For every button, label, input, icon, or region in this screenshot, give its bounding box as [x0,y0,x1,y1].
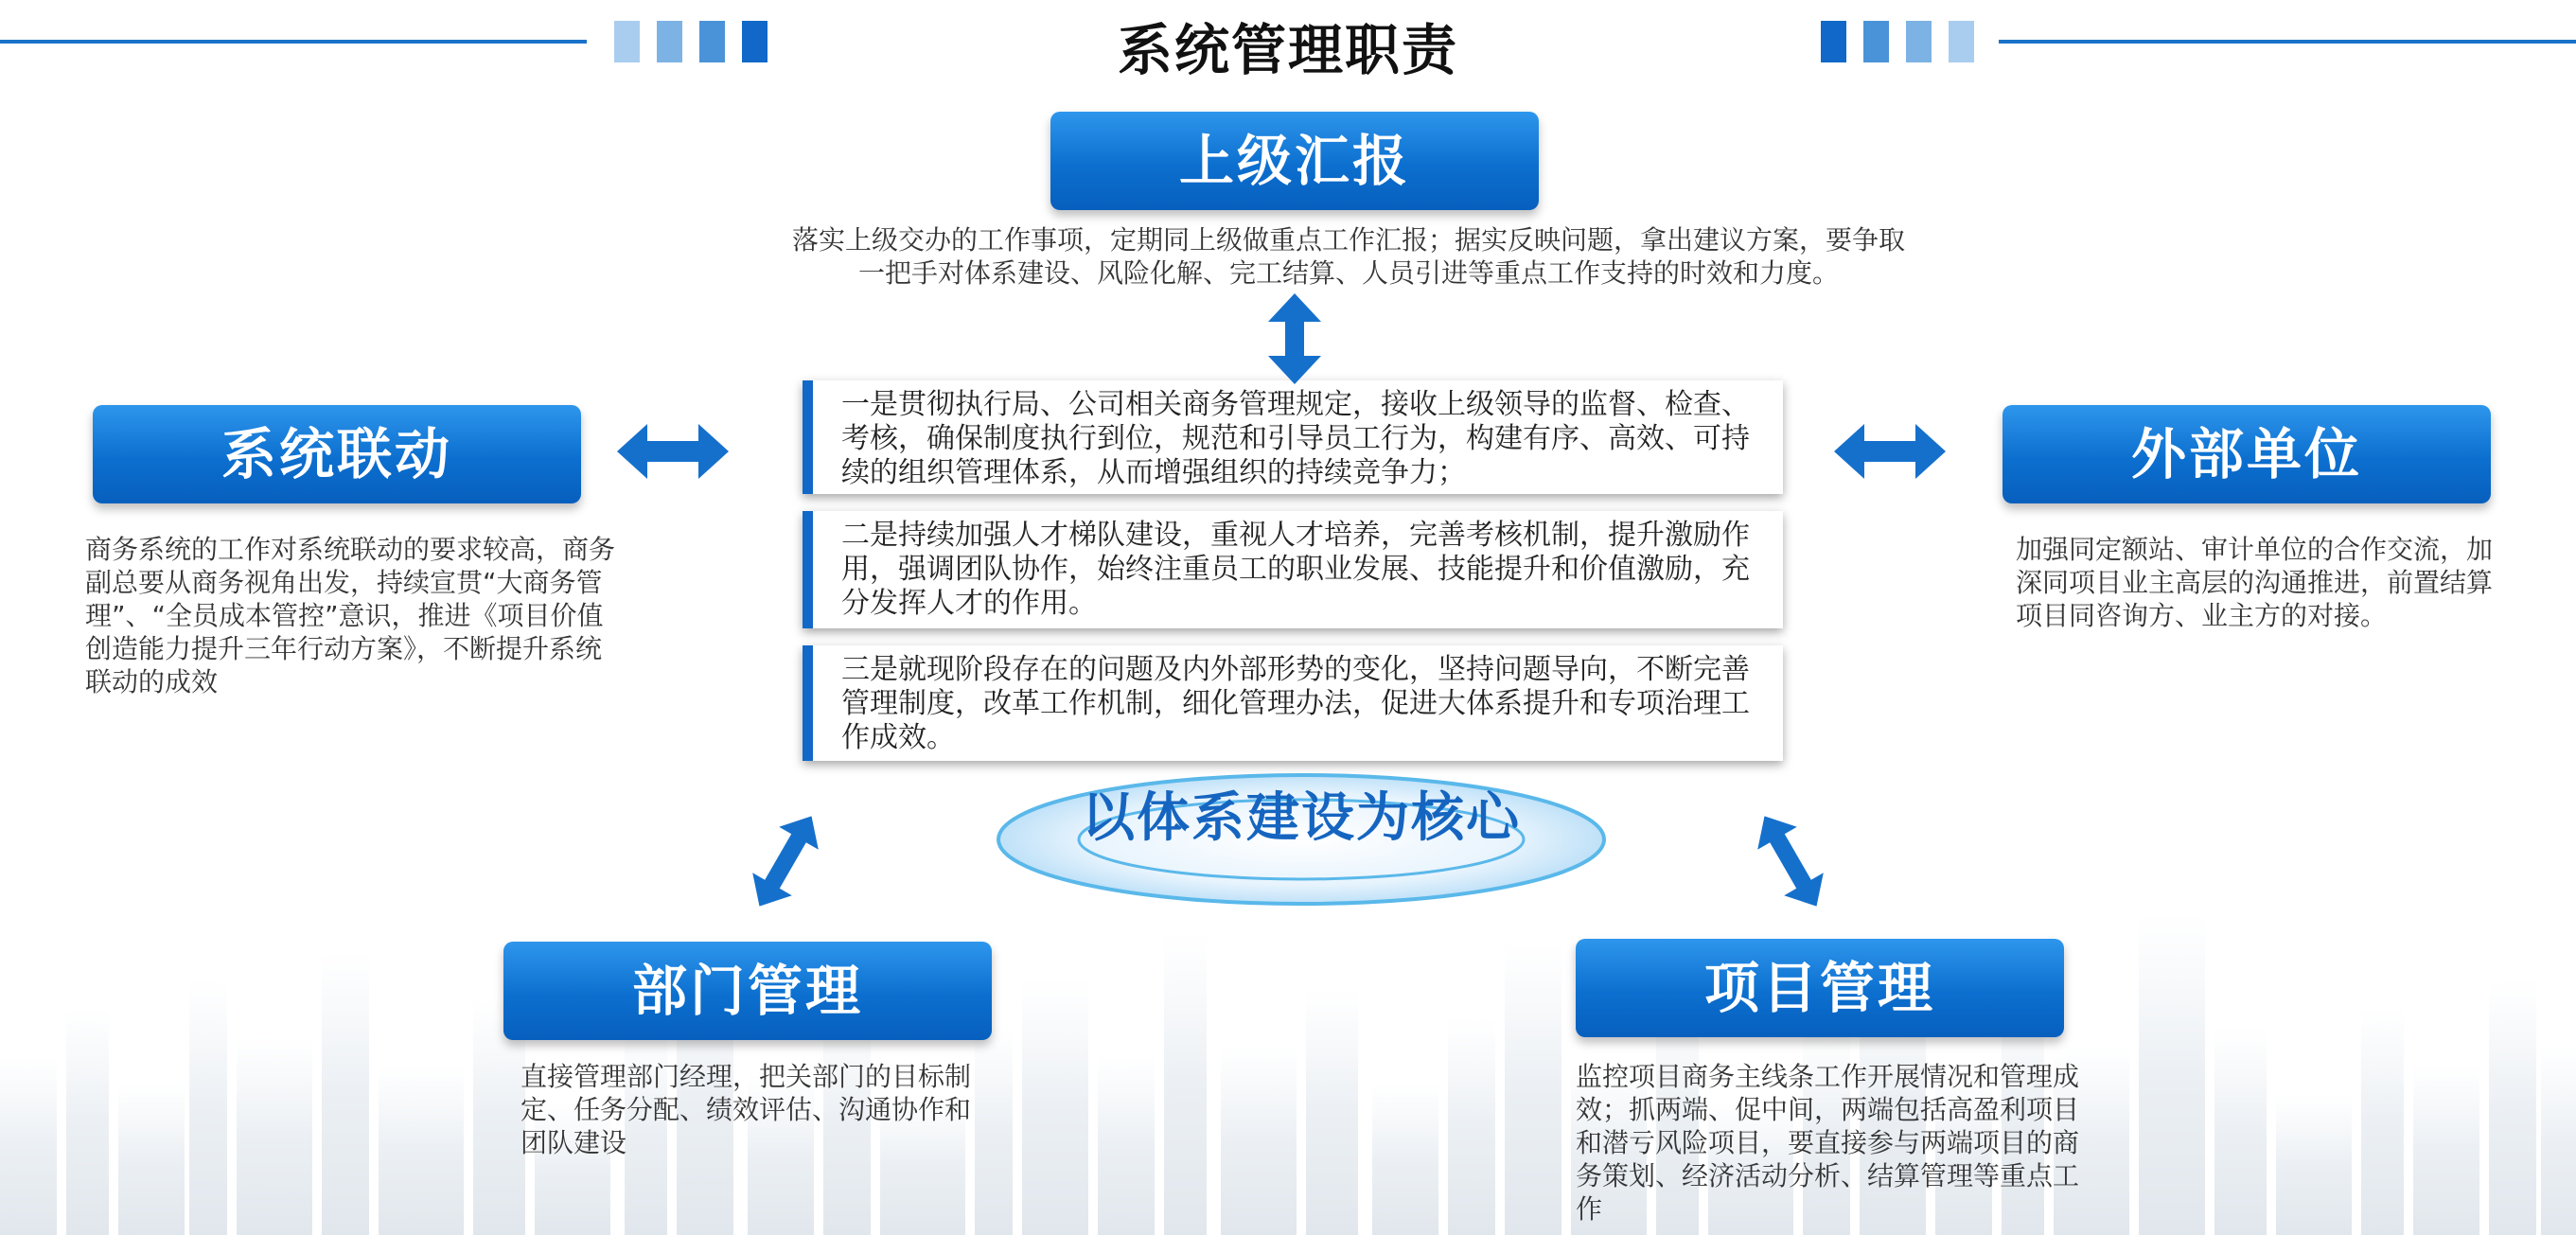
bottom-right-label-badge: 项目管理 [1576,939,2064,1037]
header-deco-block [614,21,640,62]
core-label: 以体系建设为核心 [1082,787,1521,849]
bottom-left-description: 直接管理部门经理，把关部门的目标制定、任务分配、绩效评估、沟通协作和团队建设 [520,1061,972,1158]
bottom-right-description: 监控项目商务主线条工作开展情况和管理成效；抓两端、促中间，两端包括高盈利项目和潜亏风险项目，要直接参与两端项目的商务策划、经济活动分析、结算管理等重点工作 [1576,1061,2080,1225]
left-description: 商务系统的工作对系统联动的要求较高，商务副总要从商务视角出发，持续宣贯“大商务管理”、“全员成本管控”意识，推进《项目价值创造能力提升三年行动方案》，不断提升系统联动的成效 [85,534,616,697]
horizontal-double-arrow-icon [1834,424,1946,479]
right-label-badge: 外部单位 [2003,405,2491,503]
horizontal-double-arrow-icon [617,424,729,479]
diagonal-double-arrow-icon [748,809,823,913]
header-deco-block [1821,21,1846,62]
center-point-box: 一是贯彻执行局、公司相关商务管理规定，接收上级领导的监督、检查、考核，确保制度执行到位，规范和引导员工行为，构建有序、高效、可持续的组织管理体系，从而增强组织的持续竞争力； [803,380,1783,494]
header-deco-block [699,21,725,62]
header-deco-block [1863,21,1889,62]
top-label-badge: 上级汇报 [1050,112,1539,210]
right-description: 加强同定额站、审计单位的合作交流，加深同项目业主高层的沟通推进，前置结算项目同咨询方、业主方的对接。 [2016,534,2494,631]
header-deco-block [1949,21,1974,62]
page-title: 系统管理职责 [1117,18,1458,82]
header-line-left [0,40,587,44]
header-deco-block [742,21,768,62]
header-line-right [1999,40,2576,44]
center-point-box: 三是就现阶段存在的问题及内外部形势的变化，坚持问题导向，不断完善管理制度，改革工作机制，细化管理办法，促进大体系提升和专项治理工作成效。 [803,645,1783,761]
header-deco-block [657,21,682,62]
bottom-left-label-badge: 部门管理 [503,942,992,1040]
top-description: 落实上级交办的工作事项，定期同上级做重点工作汇报；据实反映问题，拿出建议方案，要争取一把手对体系建设、风险化解、完工结算、人员引进等重点工作支持的时效和力度。 [791,224,1905,289]
header-deco-block [1906,21,1932,62]
left-label-badge: 系统联动 [93,405,581,503]
center-point-box: 二是持续加强人才梯队建设，重视人才培养，完善考核机制，提升激励作用，强调团队协作，始终注重员工的职业发展、技能提升和价值激励，充分发挥人才的作用。 [803,511,1783,628]
diagonal-double-arrow-icon [1753,809,1828,913]
vertical-double-arrow-icon [1266,293,1323,384]
